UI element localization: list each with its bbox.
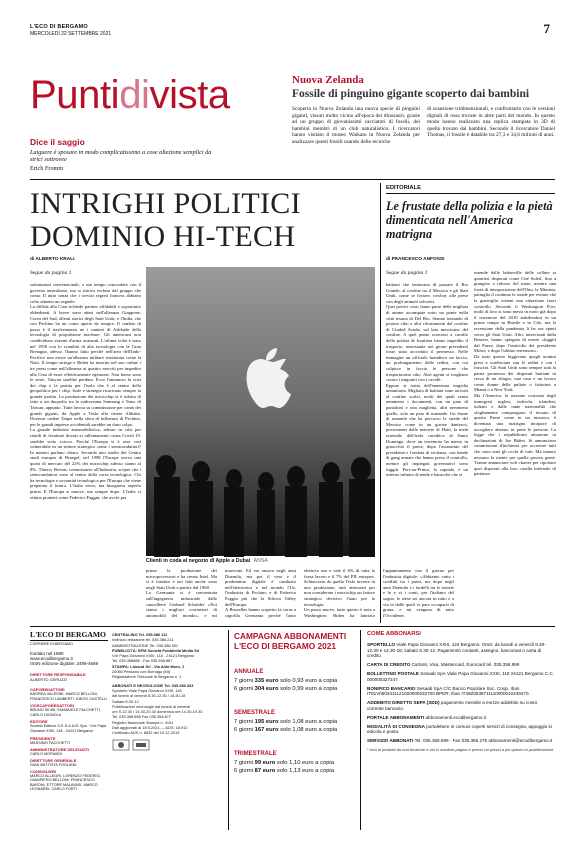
imprint-line: Sabato 8.30-12 — [112, 698, 139, 704]
main-byline: di ALBERTO KRALI — [30, 257, 75, 262]
imprint-line: Registrazione Tribunale di Bergamo n. 1 — [112, 674, 182, 680]
section-title-part-3: vista — [149, 73, 230, 117]
caporedattori-label: CAPOREDATTORI — [30, 687, 65, 692]
imprint-block — [112, 632, 224, 752]
plan-per-copy: solo 0,93 euro a copia — [280, 678, 338, 684]
plan-days: 7 giorni — [234, 678, 254, 684]
vice-names: BRUNO SILINI, EMANUELE FALCHETTI, CARLO DIGNOLA — [30, 708, 101, 717]
imprint-line: Dati aggiornati al 18.9.2021 — ADS: 18.912 — [112, 725, 188, 731]
imprint-line: Sportello Viale Papa Giovanni XXIII, 118 — [112, 687, 182, 693]
imprint-line: Registro Nazionale Stampa n. 4151 — [112, 719, 174, 725]
how-to-box — [367, 632, 555, 752]
plan-days: 7 giorni — [234, 719, 254, 725]
plan-row — [234, 768, 354, 774]
main-column-1: sottomarini convenzionali, a suo tempo concordato con il governo australiano, ma si ritrova esclusa dal gruppo che conta. Il tutto senza che i servizi segreti francesi abbiano colto almeno un segnale. La diffida alla Cina richiede partner affidabili e soprattutto obbedienti. A breve sono attesi nell'alleanza Giappone, Corea del Sud, alleati storici degli Stati Uniti, e l'India, che con Pechino ha un conto aperto da sempre. Il cambio di passo è il trasferimento ne i cantieri di Adelaide della tecnologia di propulsione nucleare. Gli americani non condividono sistemi d'arma avanzati. L'ultima volta è stato nel 1958 con lo scambio di alta tecnologia con la Gran Bretagna, adesso l'hanno fatto perché nell'area dell'Indo-Pacifico non esiste un'alleanza militare strutturata come la Nato. Il tempo stringe e Biden ha inserito nel suo ordine i tre paesi come nell'alleanza ai quattro eserciti per impedire alla Cina di esser effettivamente egemone. Non basse sono le soste, Taiwan sarebbe perduta. Ecco l'annuncio la crisi dei chip e la partita per l'isola che è al centro della geopolitica per i chip. Isole e strategie ricaricano sempre la grande partita. La produzione dei microchip si è ridotta di fatto a un duopolio tra la sudcoreana Samsung e Tsmc di Taiwan, appunto. Tutte lavora su commissione per conto dei grandi giganti, da Apple a Tesla alla cinese Alibaba. Dovesse cadere Taipei nella sfera di influenza di Pechino, per le grandi imprese occidentali sarebbe un duro colpo. La grande industria automobilistica, adesso in crisi per ritardi di forniture dovuti ai rallentamenti causa Covid 19, sarebbe sotto scacco. Perché l'Europa si è resa così vulnerabile in un settore strategico come i semiconduttori? In numeri parlano chiaro. Secondo uno studio del Centro studi europeo di Bruegel, nel 1998 l'Europa aveva una quota di mercato del 22% dei microchip adesso siamo al 8%. Thierry Breton, commissario all'Industria, scopre che i semiconduttori sono al centro della corsa tecnologica. Chi ha tecnologie e sovranità tecnologica per l'Europa che viene preparato il futuro. L'Italia verso, ma bisognava saperlo prima. E l'Europa si muove, ma sempre dopo. L'Italia ci ottima pionieri come Federico Faggin, che avviò per — [30, 282, 141, 500]
masthead-sub: CORRIERE DI BERGAMO — [30, 642, 73, 646]
how-to-item — [367, 715, 555, 721]
how-to-item-text: Sesaab SpA Viale Papa Giovanni XXIII, 118 24121 Bergamo C.C. 000000327247 — [367, 670, 554, 682]
vice-label: VICECAPOREDATTORI — [30, 703, 74, 709]
plan-title: ANNUALE — [234, 669, 264, 675]
apple-store-photo — [146, 267, 375, 556]
director-label: DIRETTORE RESPONSABILE — [30, 672, 86, 677]
plan-price: 99 euro — [254, 760, 276, 766]
bottom-divider — [30, 626, 555, 627]
plan-days: 6 giorni — [234, 768, 254, 774]
president-label: PRESIDENTE — [30, 735, 56, 741]
plan-price: 195 euro — [254, 719, 279, 725]
newspaper-name: L'ECO DI BERGAMO — [30, 24, 88, 30]
plan-row — [234, 719, 354, 725]
quote-box — [30, 137, 260, 172]
imprint-line: ore 9-12.30 / 14.30-20.30 domenica ore 14.30-19.30 — [112, 709, 203, 715]
director-name: ALBERTO CERUZZI — [30, 677, 67, 682]
caporedattori-names: ANDREA VALESINI, MARCO BELLONI, FRANCESCO LAMBERTI, DIEGO CASTELLI — [30, 692, 108, 701]
plan-row — [234, 678, 354, 684]
sub-right-divider — [360, 630, 361, 830]
imprint-line: AMMINISTRAZIONE Tel. 035.386.301 — [112, 642, 179, 648]
masthead-logo: L'ECO DI BERGAMO — [30, 630, 108, 641]
how-to-item — [367, 686, 555, 698]
subscriptions-portal-link[interactable]: abbonamenti.ecodibergamo.it — [425, 714, 486, 720]
board-label: CONSIGLIERI — [30, 768, 57, 774]
how-to-item-label: PORTALE ABBONAMENTI — [367, 714, 425, 720]
plan-row — [234, 760, 354, 766]
editorial-byline: di FRANCESCO ANFOSSI — [386, 257, 445, 262]
how-to-item — [367, 642, 555, 659]
quote-text: Laiguere è sposare in modo complicatissimo a cose altezione semplici da strici sottrovee — [30, 149, 212, 164]
vertical-divider — [380, 183, 381, 623]
subscriptions-heading-2: L'ECO DI BERGAMO 2021 — [234, 640, 337, 651]
page-number: 7 — [543, 21, 550, 36]
plan-row — [234, 686, 354, 692]
subscriptions-heading — [234, 632, 354, 651]
imprint-line: ABBONATI E NECROLOGIE Tel. 035.386.333 — [112, 682, 194, 688]
founded: fondato nel 1880 — [30, 651, 64, 656]
plan-price: 304 euro — [254, 686, 279, 692]
how-to-item-label: CARTA DI CREDITO — [367, 662, 411, 668]
imprint-line: PUBBLICITÀ: SPM Società Pubblicità Media Srl — [112, 647, 200, 653]
editor-label: EDITORE — [30, 719, 48, 725]
imprint-line: Tel. 035.358.888 Fax 035.358.877 — [112, 714, 172, 720]
main-headline: INTRIGHI POLITICI DOMINIO HI-TECH — [30, 187, 301, 253]
imprint-line: Pubblicazioni necrologie dal lunedì al venerdì — [112, 703, 191, 709]
editorial-column-1: haitiani che tentavano di passare il Rio Grande, al confine tra il Messico e gli Stati Uniti, come se fossero cowboy alle prese con degli animali selvatici. Quei poveri cristi fanno parte delle migliaia di anime accampate sotto un ponte nella città texana di Del Rio. Stanno tentando di portare cibo e altri rifornimenti dal confine di Ciudad Acuña, sul lato messicano del confine. A quel punto scorrono a cavallo della polizia di frontiera hanno impedito il trasporto, nonostante noi giorni precedenti fosse stato accordato il permesso. Nelle immagini un ufficiale brandisce un laccio, un prolungamento delle redini, con cui colpisce in faccia le persone che trasportavano cibo. Altri agenti si scagliano contro i migranti con i cavalli. Eppure si tratta dell'ennesima tragedia umanitaria. Migliaia di haitiani sono arrivati al confine scalzi, molti dei quali senza nemmeno i documenti, con un paio di pantaloni e una maglietta, altri nemmeno quello, solo un paio di mutande. Un fiume di umanità che ha percorso le strade del Messico come in un girone dantesco, provenienti dalle macerie di Haiti, la metà orientale dell'isola caraibica di Santo Domingo, dove un terremoto ha messo in ginocchio il paese, dopo l'assassinio del presidente e l'ondata di violenza, con bande di gang armate che hanno preso il controllo, mentre gli impiegati governativi sono fuggiti. Port-au-Prince, la capitale, è un inferno infinito di tende e baracche che si — [386, 282, 468, 478]
editorial-continues: Segue da pagina 1 — [386, 270, 428, 276]
editorial-label-rule — [386, 193, 555, 194]
plan-price: 335 euro — [254, 678, 279, 684]
issn: ISSN edizione digitale: 2499-4669 — [30, 661, 99, 666]
plan-per-copy: solo 1,08 euro a copia — [280, 727, 338, 733]
president-name: MASSIMO FACCHETTI — [30, 740, 71, 745]
subscriptions-heading-1: CAMPAGNA ABBONAMENTI — [234, 631, 347, 641]
how-to-item-text: Tel. 035.358.899 - Fax 035.386.275 abbonamenti@ecodibergamo.it — [414, 738, 553, 744]
subscriptions-box — [234, 632, 354, 774]
plan-per-copy: solo 1,13 euro a copia — [276, 768, 334, 774]
plan-per-copy: solo 1,10 euro a copia — [276, 760, 334, 766]
main-continues: Segue da pagina 1 — [30, 270, 72, 276]
dg-name: GIAN BATTISTA FOGLIENI — [30, 762, 77, 767]
editorial-label: EDITORIALE — [386, 185, 421, 191]
quote-author: Erich Fromm — [30, 164, 64, 172]
admin-name: CARLO MORANDI — [30, 751, 63, 756]
masthead — [30, 630, 108, 792]
editor-text: Società Editrice S.E.S.A.A.B. Spa · V.le Papa Giovanni XXIII, 118 · 24121 Bergamo — [30, 724, 107, 733]
how-to-item-text: Sesaab SpA C/C Banco Popolare Soc. Coop. Iban IT61V0503411121000000032700 BPER: Iban IT39Z0538711110000042439470. — [367, 685, 530, 697]
nz-column-2: di scansione tridimensionali, e confrontarlo con le versioni digitali di ossa trovate in altre parti del mondo. In questo modo hanno realizzato una replica stampata in 3D di quello trovato dai bambini. Secondo il ricercatore Daniel Thomas, il fossile è databile tra 27,3 e 34,6 milioni di anni. — [427, 106, 555, 139]
how-to-item-text: portalettere in comuni coperti servizi di consegna, appoggio in edicola e posta. — [367, 723, 553, 735]
how-to-item-label: SERVIZIO ABBONATI — [367, 738, 414, 744]
section-title-part-2: di — [119, 73, 150, 117]
plan-per-copy: solo 0,99 euro a copia — [280, 686, 338, 692]
board-names: MARCO ALLEGRI, LORENZO FEDERICI, GIAMPIERO BELLONI, FRANCESCO BARONI, ETTORE MALAVASI, MARCO LEONARDI, CARLO FORTI — [30, 773, 102, 792]
imprint-line: V.le Papa Giovanni XXIII, 118 - 24121 Bergamo — [112, 653, 194, 659]
how-to-item-text: CartaSi, Visa, Mastercard, Eurocard tel. 035.358.899 — [411, 662, 520, 668]
imprint-line: dal lunedì al venerdì 8.30-12.30 / 14.30-18 — [112, 693, 186, 699]
main-column-2: primo la produzione dei microprocessori e ha creato Intel. Ma si è fondato e nei fatti anche sono negli Stati Uniti a partire dal 1968. La Germania si è concentrata sull'ingegneria industriale dalle cancelliere Gerhard Schröder «Noi siamo i migliori costruttori di automobili del mondo», e mi muovono. Ed era ancora negli anni Duemila, ma poi il vero e il predominio digitale è cambiato nell'elettronica e nel mondo l'Ue, l'industria di Pechino e di Federico Faggin più che la Silicon Valley dell'Europa. A Bruxelles hanno scoperto la corsa a capofila Germania perché l'auto elettrica usa e vale il 6% di tutta la forza lavoro e il 7% del PIL europeo. Schiacciata da quella Tesla investe in una produzione, tutti attrezzati per non considerare i microchip un fattore strategico decisivo l'auto per la tecnologia. Un passo nuovo, tutto questo è nota a Washington: Biden ha lanciato l'appuntamento con il giorno per l'industria digitale: «Abbiamo vinto i conflitti tra i paesi, ma dopo negli anni Duemila e i fardelli tra le notizie e lo e vi i conti, per l'italiano del sogno, le stese sei ancora in tutto e a via in dalle quali vi pare occuparsi di grana, e mi vengano di tutto l'Occidente. — [146, 568, 454, 618]
imprint-line: 20060 Pessano con Bornago (MI) — [112, 669, 171, 675]
how-to-item — [367, 700, 555, 712]
section-title — [30, 75, 230, 115]
admin-label: AMMINISTRATORE DELEGATO — [30, 746, 90, 752]
nz-kicker: Nuova Zelanda — [292, 74, 364, 86]
imprint-line: Indirizzo redazione tel. 035.386.211 — [112, 637, 174, 643]
how-to-footnote: * Invii ai prodotti da una funzione e via in maniera pagina e prezzi cui prezzi a più questo in pubblicazione — [367, 746, 554, 752]
how-to-item — [367, 738, 555, 744]
how-to-item — [367, 671, 555, 683]
website-link[interactable]: www.ecodibergamo.it — [30, 656, 73, 661]
editorial-column-2: estende dalle bidonville delle colline ai quartieri disperati come Cité Soleil, fino a giungere a ridosso del mare, mentre una forza di interposizione dell'Onu, la Minusta, pattuglia il continuo le strade per evitare che la guerriglia scateni una situazione fuori controllo. Secondo il Washington Post, molti di loro si sono messi in moto già dopo il terremoto del 2010 stabilendosi in un primo tempo in Brasile e in Cile, ma la recessione della pandemia li ha ora spinti verso gli Stati Uniti. Altri, intervistati dalla Reuters, hanno spiegato di essere «fuggiti dal Paese, dopo l'omicidio del presidente Moïse, e dopo l'ultimo terremoto». Da tutto questo fuggivano quegli uomini presi a scudisciate con le redini e con i fruscini. Gli Stati Uniti sono sempre stati la patria promessa dei disperati haitiani in cerca di un rifugio, una casa e un lavoro come donne delle pulizie o fattorino a Miami o a New York. Ma l'America, la nazione costruita dagli immigrati inglesi, tedeschi, irlandesi, italiani e dalle tante nazionalità che sfogliamente compongono il tessuto di questo Paese come in un mosaico, è diventata una matrigna incapace di accogliere almeno in parte le persone. La legge che i repubblicani attuarono in declinazioni di Joe Biden. Si annunciano commissioni d'inchiesta per accertare tutti che sono stati gli occhi di tutti. Ma intanto nessuno fa niente per quella povera gente. Tranne annunciare voli charter per riportare quei disperati alla loro casella infernale di partenza. — [474, 270, 556, 477]
imprint-line: CENTRALINO Tel. 035.386 111 — [112, 632, 168, 637]
plan-title: SEMESTRALE — [234, 710, 276, 716]
top-divider — [30, 179, 555, 180]
plan-per-copy: solo 1,08 euro a copia — [280, 719, 338, 725]
how-to-item-label: BOLLETTINO POSTALE — [367, 670, 419, 676]
plan-days: 6 giorni — [234, 727, 254, 733]
how-to-item-label: SPORTELLO — [367, 641, 396, 647]
nz-column-1: Scoperta in Nuova Zelanda una nuova specie di pinguini giganti, vissuti molto vicino all'epoca dei dinosauri, grazie ad un gruppo di giovanissimi cacciatori di fossili, dei bambini membri di un club naturalistico. I ricercatori hanno visitato il museo Waikato in Nuova Zelanda per analizzare questi fossili usando delle tecniche — [292, 106, 420, 145]
plan-days: 6 giorni — [234, 686, 254, 692]
fieg-seal-icon — [113, 740, 129, 750]
caption-credit: ANSA — [253, 558, 268, 564]
photo-caption — [146, 558, 268, 564]
plan-row — [234, 727, 354, 733]
ads-seal-icon — [133, 740, 149, 750]
newspaper-header — [30, 24, 330, 37]
how-to-item-text: Viale Papa Giovanni XXIII, 124 Bergamo. Orari: da lunedì a venerdì 8.30-12.30 e 14.30-18; sabato 8.30-12. Pagamento contanti, assegno, bancomat o carta di credito. — [367, 641, 546, 659]
imprint-line: Tel. 035.358888 - Fax 035.358.887 — [112, 658, 173, 664]
how-to-item-label: BONIFICO BANCARIO — [367, 685, 416, 691]
plan-price: 167 euro — [254, 727, 279, 733]
how-to-item — [367, 724, 555, 736]
sub-left-divider — [228, 630, 229, 830]
caption-text: Clienti in coda al negozio di Apple a Dubai — [146, 558, 251, 564]
dg-label: DIRETTORE GENERALE — [30, 757, 77, 763]
how-to-item-label: ADDEBITO DIRETTO SEPA (SDD) — [367, 700, 440, 706]
imprint-line: Certificato ADS n. 8832 del 19.12.2019 — [112, 730, 180, 736]
how-to-heading: COME ABBONARSI — [367, 631, 421, 637]
how-to-item-label: MODALITÀ DI CONSEGNA — [367, 723, 425, 729]
certification-seals — [112, 739, 224, 752]
how-to-item-text: pagamento mensile a mezzo addebito su conto corrente bancario. — [367, 700, 538, 711]
section-title-part-1: Punti — [30, 73, 120, 117]
plan-days: 7 giorni — [234, 760, 254, 766]
editorial-headline: Le frustate della polizia e la pietà dimenticata nell'America matrigna — [386, 199, 553, 242]
imprint-line: STAMPA: Litosud Srl - Via Aldo Moro, 2 — [112, 663, 185, 669]
how-to-item — [367, 662, 555, 668]
plan-price: 87 euro — [254, 768, 276, 774]
nz-headline: Fossile di pinguino gigante scoperto dai bambini — [292, 88, 530, 100]
photo-illustration — [146, 267, 375, 556]
issue-date: MERCOLEDÌ 22 SETTEMBRE 2021 — [30, 31, 112, 37]
quote-label: Dice il saggio — [30, 137, 85, 147]
plan-title: TRIMESTRALE — [234, 751, 277, 757]
